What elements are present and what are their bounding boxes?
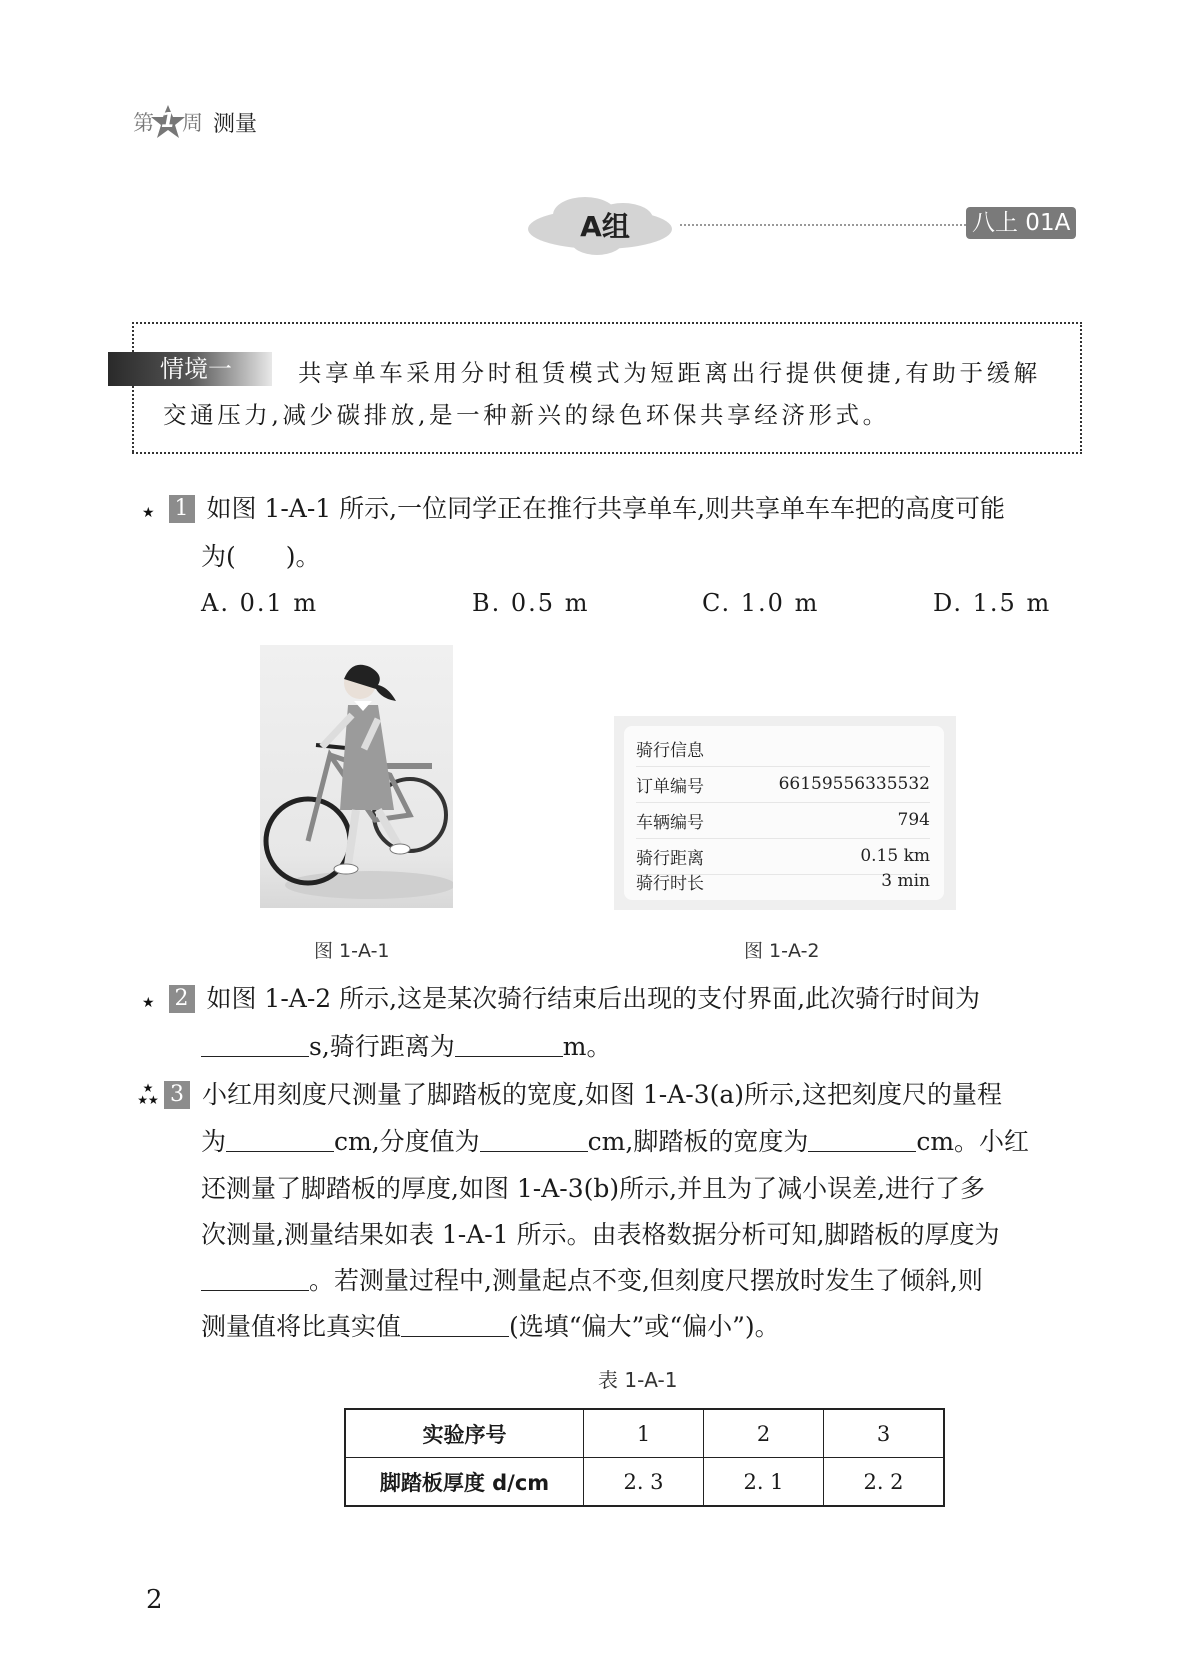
question-3-line4: 次测量,测量结果如表 1-A-1 所示。由表格数据分析可知,脚踏板的厚度为 [201,1220,1000,1249]
table-header-cell: 3 [824,1409,945,1458]
question-number: 1 [169,495,195,523]
ride-info-label: 骑行时长 [636,873,704,894]
answer-blank-range[interactable] [226,1129,334,1152]
measurement-table [344,1408,945,1507]
option-b[interactable]: B. 0.5 m [472,589,590,617]
question-text: cm,分度值为 [334,1127,480,1156]
question-text: cm,脚踏板的宽度为 [587,1127,809,1156]
question-2-line2 [201,1032,612,1062]
scenario-text-line2: 交通压力,减少碳排放,是一种新兴的绿色环保共享经济形式。 [163,401,890,429]
answer-blank-time[interactable] [201,1034,309,1057]
question-1-line2: 为( )。 [201,542,321,571]
question-1 [142,494,1005,528]
chapter-header [133,104,257,140]
table-row-label: 脚踏板厚度 d/cm [345,1458,584,1507]
question-text: s,骑行距离为 [309,1032,455,1061]
table-cell: 2. 1 [704,1458,824,1507]
answer-blank-width[interactable] [808,1129,916,1152]
chapter-topic: 测量 [213,111,258,137]
figure-2-caption: 图 1-A-2 [744,940,820,962]
question-3-line3: 还测量了脚踏板的厚度,如图 1-A-3(b)所示,并且为了减小误差,进行了多 [201,1174,986,1203]
question-2 [142,984,980,1018]
answer-blank-distance[interactable] [455,1034,563,1057]
ride-info-value: 66159556335532 [778,774,930,794]
question-text: (选填“偏大”或“偏小”)。 [509,1312,780,1341]
question-3 [164,1080,1002,1110]
answer-blank-bias[interactable] [401,1314,509,1337]
difficulty-star-icon: ★ [142,505,155,521]
option-a[interactable]: A. 0.1 m [201,589,319,617]
scenario-text-line1: 共享单车采用分时租赁模式为短距离出行提供便捷,有助于缓解 [298,359,1041,387]
dotted-divider [680,224,966,226]
table-header-cell: 1 [584,1409,704,1458]
option-d[interactable]: D. 1.5 m [933,589,1052,617]
answer-blank-division[interactable] [480,1129,588,1152]
ride-info-title-row [636,730,930,767]
question-3-line5 [201,1266,983,1296]
question-text: cm。小红 [916,1127,1030,1156]
ride-info-value: 3 min [881,871,930,891]
question-text: 测量值将比真实值 [201,1312,402,1341]
question-3-line2 [201,1127,1029,1157]
week-star-icon [150,104,186,140]
week-number: 1 [161,108,175,132]
difficulty-star-icon: ★★ [137,1093,159,1107]
question-text: 小红用刻度尺测量了脚踏板的宽度,如图 1-A-3(a)所示,这把刻度尺的量程 [201,1080,1002,1109]
question-number: 2 [169,985,195,1013]
figure-2-ride-info-card [614,716,956,910]
question-number: 3 [164,1081,190,1109]
difficulty-star-icon: ★ [142,995,155,1011]
figure-1-caption: 图 1-A-1 [314,940,390,962]
week-suffix: 周 [182,111,203,135]
option-c[interactable]: C. 1.0 m [702,589,820,617]
question-text: 如图 1-A-1 所示,一位同学正在推行共享单车,则共享单车车把的高度可能 [206,494,1006,523]
ride-info-label: 骑行距离 [636,848,704,869]
difficulty-star-icon: ★ [142,1081,154,1095]
table-header-row [345,1409,944,1458]
table-header-label: 实验序号 [345,1409,584,1458]
question-3-line6 [201,1312,780,1342]
table-cell: 2. 3 [584,1458,704,1507]
table-row [345,1458,944,1507]
table-header-cell: 2 [704,1409,824,1458]
question-text: 。若测量过程中,测量起点不变,但刻度尺摆放时发生了倾斜,则 [309,1266,983,1295]
table-caption: 表 1-A-1 [598,1368,678,1392]
ride-info-label: 车辆编号 [636,812,704,833]
question-text: m。 [562,1032,612,1061]
difficulty-stars [136,1082,160,1106]
ride-info-row [636,862,930,900]
ride-info-row [636,766,930,803]
scenario-tag: 情境一 [108,352,272,386]
week-prefix: 第 [133,111,154,135]
group-title: A组 [580,210,630,243]
question-text: 为 [201,1127,227,1156]
figure-1-girl-bicycle [260,645,453,908]
table-cell: 2. 2 [824,1458,945,1507]
lesson-code-badge: 八上 01A [966,207,1076,239]
ride-info-row [636,802,930,839]
question-text: 如图 1-A-2 所示,这是某次骑行结束后出现的支付界面,此次骑行时间为 [206,984,981,1013]
scenario-box-left-border [132,322,134,452]
ride-info-card [624,726,944,900]
ride-info-label: 订单编号 [636,776,704,797]
ride-info-title: 骑行信息 [636,740,704,761]
answer-blank-thickness[interactable] [201,1268,309,1291]
ride-info-value: 794 [897,810,930,830]
ride-info-value: 0.15 km [860,846,930,866]
page-number: 2 [146,1585,163,1615]
girl-bicycle-illustration [260,645,453,908]
